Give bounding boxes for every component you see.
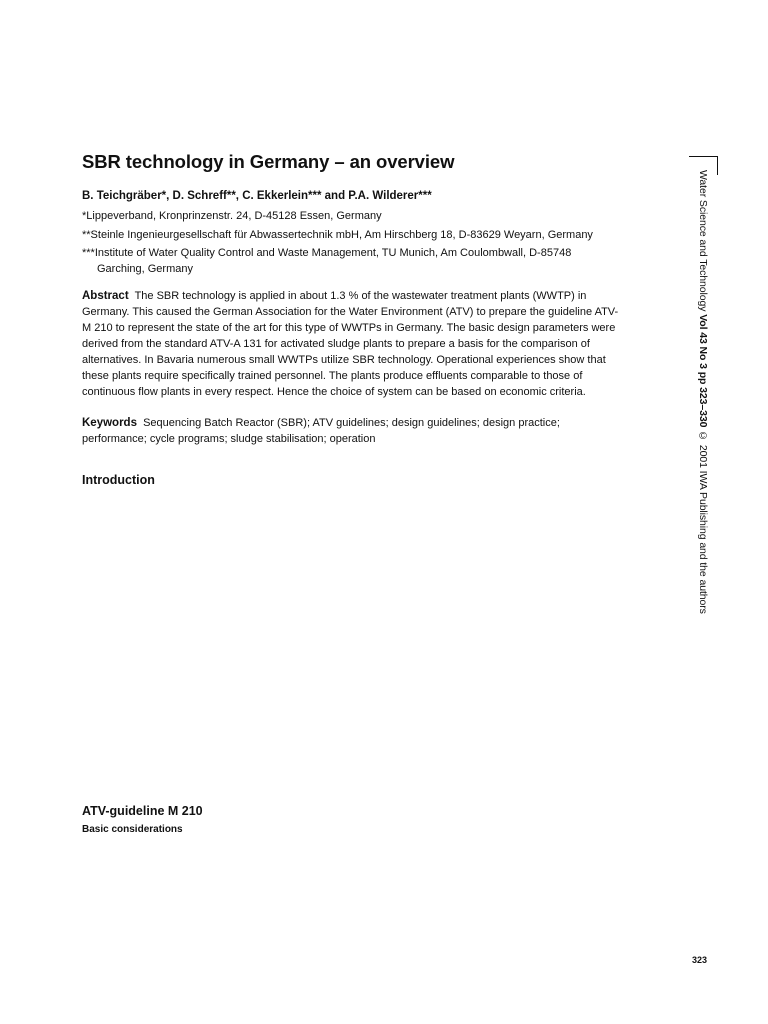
- abstract-label: Abstract: [82, 290, 129, 302]
- keywords-text: Sequencing Batch Reactor (SBR); ATV guidelines; design guidelines; design practice; performance; cycle programs; sludge stabilisation; operation: [82, 417, 560, 445]
- affiliation-3-line-2: Garching, Germany: [97, 263, 193, 275]
- side-rule-horizontal: [689, 156, 718, 157]
- affiliation-1: *Lippeverband, Kronprinzenstr. 24, D-45128 Essen, Germany: [82, 210, 382, 222]
- keywords: [82, 415, 627, 447]
- paper-title: SBR technology in Germany – an overview: [82, 151, 455, 172]
- abstract: [82, 288, 627, 400]
- affiliation-2: **Steinle Ingenieurgesellschaft für Abwassertechnik mbH, Am Hirschberg 18, D-83629 Weyarn, Germany: [82, 229, 593, 241]
- section-heading-atv-guideline: ATV-guideline M 210: [82, 804, 203, 818]
- journal-side-banner: [697, 170, 709, 614]
- abstract-text: The SBR technology is applied in about 1.3 % of the wastewater treatment plants (WWTP) in Germany. This caused the German Association for the Water Environment (ATV) to prepare the guideline ATV-M 210 to represent the state of the art for this type of WWTPs in Germany. The basic design parameters were derived from the standard ATV-A 131 for activated sludge plants to prepare a basis for the comparison of alternatives. In Bavaria numerous small WWTPs utilize SBR technology. Operational experiences show that these plants require specifically trained personnel. The plants produce effluents comparable to those of continuous flow plants in every respect. Hence the choice of system can be based on economic criteria.: [82, 290, 619, 398]
- page-number: 323: [692, 955, 708, 965]
- keywords-label: Keywords: [82, 417, 137, 429]
- journal-volume: Vol 43 No 3 pp 323–330: [697, 314, 709, 428]
- side-rule-vertical: [717, 156, 718, 175]
- author-list: B. Teichgräber*, D. Schreff**, C. Ekkerlein*** and P.A. Wilderer***: [82, 190, 432, 202]
- affiliation-3: [82, 245, 627, 277]
- affiliation-3-line-1: ***Institute of Water Quality Control and Waste Management, TU Munich, Am Coulombwall, D-85748: [82, 247, 572, 259]
- journal-copyright: © 2001 IWA Publishing and the authors: [697, 427, 709, 614]
- subsection-heading-basic-considerations: Basic considerations: [82, 824, 183, 835]
- journal-name: Water Science and Technology: [697, 170, 709, 315]
- section-heading-introduction: Introduction: [82, 473, 155, 487]
